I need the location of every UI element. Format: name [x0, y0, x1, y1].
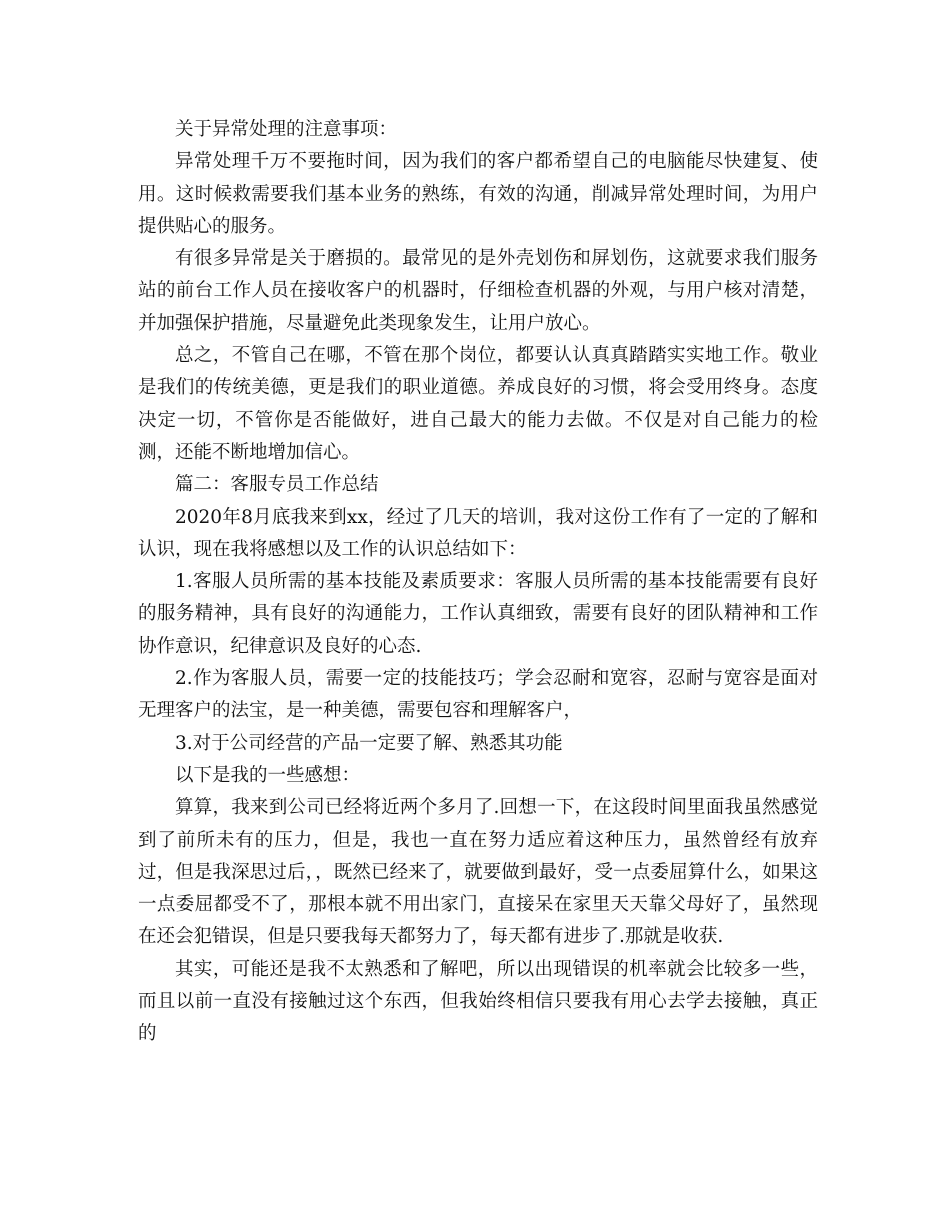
- body-paragraph: 算算，我来到公司已经将近两个多月了.回想一下，在这段时间里面我虽然感觉到了前所未有的压力，但是，我也一直在努力适应着这种压力，虽然曾经有放弃过，但是我深思过后，，既然已经来了，就要做到最好，受一点委屈算什么，如果这一点委屈都受不了，那根本就不用出家门，直接呆在家里天天靠父母好了，虽然现在还会犯错误，但是只要我每天都努力了，每天都有进步了.那就是收获.: [138, 797, 818, 948]
- section-heading: 关于异常处理的注意事项：: [175, 119, 398, 140]
- body-paragraph: 2020年8月底我来到xx，经过了几天的培训，我对这份工作有了一定的了解和认识，现在我将感想以及工作的认识总结如下：: [138, 506, 818, 560]
- list-item: 1.客服人员所需的基本技能及素质要求：客服人员所需的基本技能需要有良好的服务精神，具有良好的沟通能力，工作认真细致，需要有良好的团队精神和工作协作意识，纪律意识及良好的心态.: [138, 571, 818, 657]
- list-item: 3.对于公司经营的产品一定要了解、熟悉其功能: [175, 732, 563, 754]
- list-item: 2.作为客服人员，需要一定的技能技巧；学会忍耐和宽容，忍耐与宽容是面对无理客户的法宝，是一种美德，需要包容和理解客户，: [138, 668, 818, 722]
- body-paragraph: 异常处理千万不要拖时间，因为我们的客户都希望自己的电脑能尽快建复、使用。这时候救需要我们基本业务的熟练，有效的沟通，削减异常处理时间，为用户提供贴心的服务。: [138, 151, 818, 237]
- body-paragraph: 有很多异常是关于磨损的。最常见的是外壳划伤和屏划伤，这就要求我们服务站的前台工作人员在接收客户的机器时，仔细检查机器的外观，与用户核对清楚，并加强保护措施，尽量避免此类现象发生，让用户放心。: [138, 248, 818, 334]
- body-paragraph: 总之，不管自己在哪，不管在那个岗位，都要认认真真踏踏实实地工作。敬业是我们的传统美德，更是我们的职业道德。养成良好的习惯，将会受用终身。态度决定一切，不管你是否能做好，进自己最大的能力去做。不仅是对自己能力的检测，还能不断地增加信心。: [138, 345, 818, 463]
- section-title: 篇二：客服专员工作总结: [175, 474, 379, 496]
- body-paragraph: 以下是我的一些感想：: [175, 764, 361, 786]
- body-paragraph: 其实，可能还是我不太熟悉和了解吧，所以出现错误的机率就会比较多一些，而且以前一直没有接触过这个东西，但我始终相信只要我有用心去学去接触，真正的: [138, 958, 818, 1045]
